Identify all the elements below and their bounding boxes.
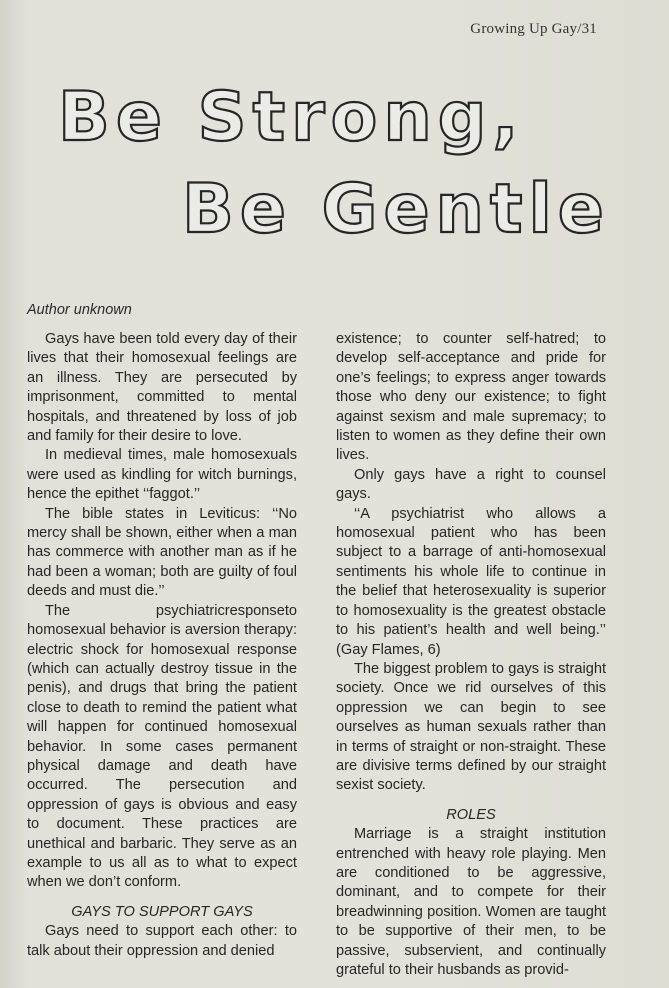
paragraph: Only gays have a right to counsel gays. — [336, 466, 606, 503]
paragraph: Gays have been told every day of their lives that their homosexual feelings are an illness. They are persecuted by imprisonment, committed to mental hospitals, and threatened by loss of job and family for their desire to love. — [27, 331, 297, 445]
paragraph: ‘‘A psychiatrist who allows a homosexual patient who has been subject to a barrage of anti-homosexual sentiments his whole life to continue in the belief that heterosexuality is superior to homosexuality is the greatest obstacle to his patient’s health and well being.’’ (Gay Flames, 6) — [336, 505, 606, 658]
section-heading: ROLES — [446, 806, 496, 823]
right-column — [336, 330, 606, 980]
paragraph: The psychiatricresponseto homosexual behavior is aversion therapy: electric shock for homosexual response (which can actually destroy tissue in the penis), and drugs that bring the patient close to death to remind the patient what will happen for continued homosexual behavior. In some cases permanent physical damage and death have occurred. The persecution and oppression of gays is obvious and easy to document. These practices are unethical and barbaric. They serve as an example to us all as to what to expect when we don’t conform. — [27, 602, 297, 891]
byline: Author unknown — [27, 302, 132, 318]
left-column — [27, 330, 297, 961]
paragraph: The bible states in Leviticus: ‘‘No mercy shall be shown, either when a man has commerce with another man as if he had been a woman; both are guilty of foul deeds and must die.’’ — [27, 505, 297, 600]
paragraph: Marriage is a straight institution entrenched with heavy role playing. Men are conditioned to be aggressive, dominant, and to compete for their breadwinning position. Women are taught to be supportive of their men, to be passive, subservient, and continually grateful to their husbands as provid- — [336, 826, 606, 978]
running-head: Growing Up Gay/31 — [470, 21, 597, 37]
title-line-1: Be Strong, — [58, 78, 525, 157]
article-title — [0, 0, 669, 300]
paragraph: In medieval times, male homosexuals were used as kindling for witch burnings, hence the epithet ‘‘faggot.’’ — [27, 447, 297, 503]
paragraph: Gays need to support each other: to talk about their oppression and denied — [27, 923, 297, 959]
paragraph-continuation: existence; to counter self-hatred; to develop self-acceptance and pride for one’s feelings; to express anger towards those who deny our existence; to fight against sexism and male supremacy; to listen to women as they define their own lives. — [336, 331, 606, 464]
section-heading: GAYS TO SUPPORT GAYS — [71, 903, 253, 920]
title-outline-lettering — [0, 0, 669, 300]
paragraph: The biggest problem to gays is straight society. Once we rid ourselves of this oppression we can begin to see ourselves as human sexuals rather than in terms of straight or non-straight. These are divisive terms defined by our straight sexist society. — [336, 660, 606, 794]
title-line-2: Be Gentle — [182, 170, 610, 249]
